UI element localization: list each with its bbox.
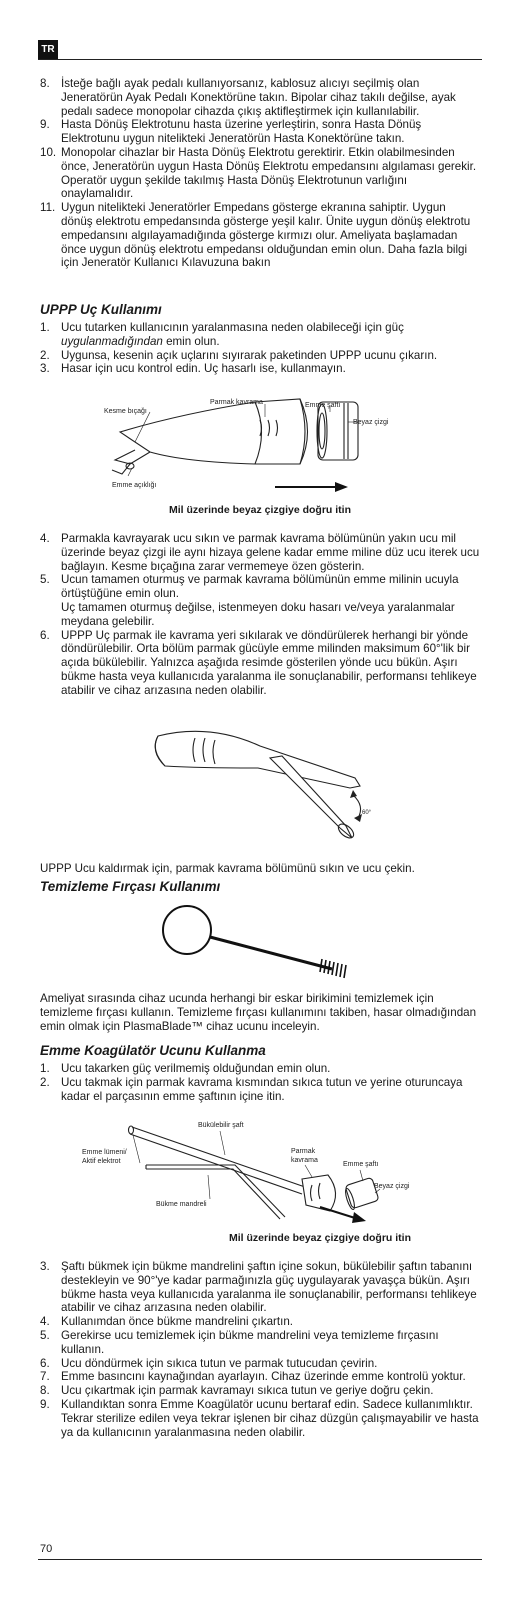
label-finger-grip-1: Parmak [291,1148,316,1155]
intro-list-block [40,77,480,270]
list-item: 9. Kullandıktan sonra Emme Koagülatör ucunu bertaraf edin. Sadece kullanımlıktır. Tekrar sterilize edilen veya tekrar işlenen bir cihaz düzgün çalışmayabilir ve hasta ya da kullanıcının yaralanmasına neden olabilir. [40,1397,479,1439]
list-item: 6. Ucu döndürmek için sıkıca tutun ve parmak tutucudan çevirin. [40,1356,378,1370]
language-badge: TR [38,40,58,59]
list-item: 6. UPPP Uç parmak ile kavrama yeri sıkılarak ve döndürülerek herhangi bir yönde döndürülebilir. Orta bölüm parmak gücüyle emme milinden maksimum 60°'lik bir açıda bükülebilir. Yalnızca aşağıda resimde gösterilen yönde ucu bükün. Aşırı bükme hasta veya kullanıcıda yaralanma ile sonuçlanabilir, performansı tehlikeye atabilir ve cihaz arızasına neden olabilir. [40,628,477,697]
coag-steps-b [40,1260,480,1439]
list-item: 5. Gerekirse ucu temizlemek için bükme mandrelini veya temizleme fırçasını kullanın. [40,1328,439,1356]
list-item: 2. Uygunsa, kesenin açık uçlarını sıyırarak paketinden UPPP ucunu çıkarın. [40,348,438,362]
uppp-tip-figure [90,392,430,502]
label-white-line: Beyaz çizgi [374,1183,410,1190]
label-bending-mandrel: Bükme mandreli [156,1201,207,1208]
figure1-caption: Mil üzerinde beyaz çizgiye doğru itin [168,504,352,516]
list-item: 5. Ucun tamamen oturmuş ve parmak kavrama bölümünün emme milinin ucuyla örtüştüğüne emin olun. Uç tamamen oturmuş değilse, istenmeyen doku hasarı ve/veya yaralanmalar meydana gelebilir. [40,573,459,628]
label-suction-shaft: Emme şaftı [305,402,341,409]
label-finger-grip: Parmak kavrama [210,399,263,406]
brush-bristles [320,959,346,978]
brush-text: Ameliyat sırasında cihaz ucunda herhangi bir eskar birikimini temizlemek için temizleme fırçası kullanın. Temizleme fırçası kullanımını takiben, hasar olmadığından emin olmak için PlasmaBlade™ cihaz ucunu inceleyin. [40,992,477,1033]
label-angle: 60° [362,810,372,816]
list-item: 4. Parmakla kavrayarak ucu sıkın ve parmak kavrama bölümünün yakın ucu mil üzerinde beyaz çizgi ile aynı hizaya gelene kadar emme miline düz ucu iterek ucu bağlayın. Kesme bıçağına zarar vermemeye özen gösterin. [40,532,480,573]
coag-steps-a [40,1062,480,1103]
footer-rule [38,1559,482,1560]
uppp-steps-b [40,532,480,698]
label-lumen-2: Aktif elektrot [82,1158,121,1165]
label-white-line: Beyaz çizgi [353,419,389,426]
label-finger-grip-2: kavrama [291,1157,318,1164]
list-item: 4. Kullanımdan önce bükme mandrelini çıkartın. [40,1315,293,1329]
list-item: 11. Uygun nitelikteki Jeneratörler Empedans gösterge ekranına sahiptir. Uygun dönüş elektrotu empedansında gösterge yeşil kalır. Ünite uygun dönüş elektrotu empedansını algılayamadığında gösterge kırmızı olur. Ameliyata başlamadan önce uygun dönüş elektrotu empedansı olduğundan emin olun. Daha fazla bilgi için Jeneratör Kullanıcı Kılavuzuna bakın [40,201,471,270]
header-rule [38,59,482,60]
list-item: 8. Ucu çıkartmak için parmak kavramayı sıkıca tutun ve geriye doğru çekin. [40,1384,434,1398]
page-number: 70 [40,1543,53,1555]
list-item: 1. Ucu takarken güç verilmemiş olduğundan emin olun. [40,1062,331,1075]
figure3-caption: Mil üzerinde beyaz çizgiye doğru itin [228,1232,412,1244]
uppp-removal: UPPP Ucu kaldırmak için, parmak kavrama bölümünü sıkın ve ucu çekin. [40,862,415,875]
section-heading-coag: Emme Koagülatör Ucunu Kullanma [40,1043,266,1058]
push-arrow-icon [320,1207,366,1223]
cleaning-brush-figure [160,902,360,982]
intro-list [40,77,480,270]
coagulator-figure [80,1115,440,1225]
list-item: 9. Hasta Dönüş Elektrotunu hasta üzerine yerleştirin, sonra Hasta Dönüş Elektrotunu uygun nitelikteki Jeneratörün Hasta Konektörüne takın. [40,118,422,146]
list-item: 7. Emme basıncını kaynağından ayarlayın. Cihaz üzerinde emme kontrolü yoktur. [40,1370,466,1384]
label-suction-opening: Emme açıklığı [112,482,157,489]
list-item: 3. Şaftı bükmek için bükme mandrelini şaftın içine sokun, bükülebilir şaftın tabanını destekleyin ve 90°'ye kadar parmağınızla güç uygulayarak yavaşça bükün. Aşırı bükme hasta veya kullanıcıda yaralanma ile sonuçlanabilir, performansı tehlikeye atabilir ve cihaz arızasına neden olabilir. [40,1260,477,1315]
section-heading-brush: Temizleme Fırçası Kullanımı [40,879,221,894]
label-blade: Kesme bıçağı [104,408,147,415]
list-item: 10. Monopolar cihazlar bir Hasta Dönüş Elektrotu gerektirir. Etkin olabilmesinden önce, Jeneratörün uygun Hasta Dönüş Elektrotu empedansını algılaması gerekir. Operatör uygun şekilde takılmış Hasta Dönüş Elektrotunun varlığını onaylamalıdır. [40,145,477,201]
list-item: 1. Ucu tutarken kullanıcının yaralanmasına neden olabileceği için güç uygulanmadığından emin olun. [40,321,404,348]
push-arrow-icon [275,482,348,492]
label-flex-shaft: Bükülebilir şaft [198,1122,244,1129]
uppp-steps-a [40,321,480,376]
label-lumen-1: Emme lümeni/ [82,1149,127,1156]
list-item: 2. Ucu takmak için parmak kavrama kısmından sıkıca tutun ve yerine oturuncaya kadar el parçasının emme şaftının içine itin. [40,1075,463,1103]
list-item: 8. İsteğe bağlı ayak pedalı kullanıyorsanız, kablosuz alıcıyı seçilmiş olan Jeneratörün Ayak Pedalı Konektörüne takın. Bipolar cihaz takılı değilse, ayak pedalı sadece monopolar cihazda çıkış aktifleştirmek için kullanılabilir. [40,77,456,118]
uppp-bend-figure [150,718,390,848]
list-item: 3. Hasar için ucu kontrol edin. Uç hasarlı ise, kullanmayın. [40,362,346,376]
section-heading-uppp: UPPP Uç Kullanımı [40,302,162,317]
label-suction-shaft: Emme şaftı [343,1161,379,1168]
